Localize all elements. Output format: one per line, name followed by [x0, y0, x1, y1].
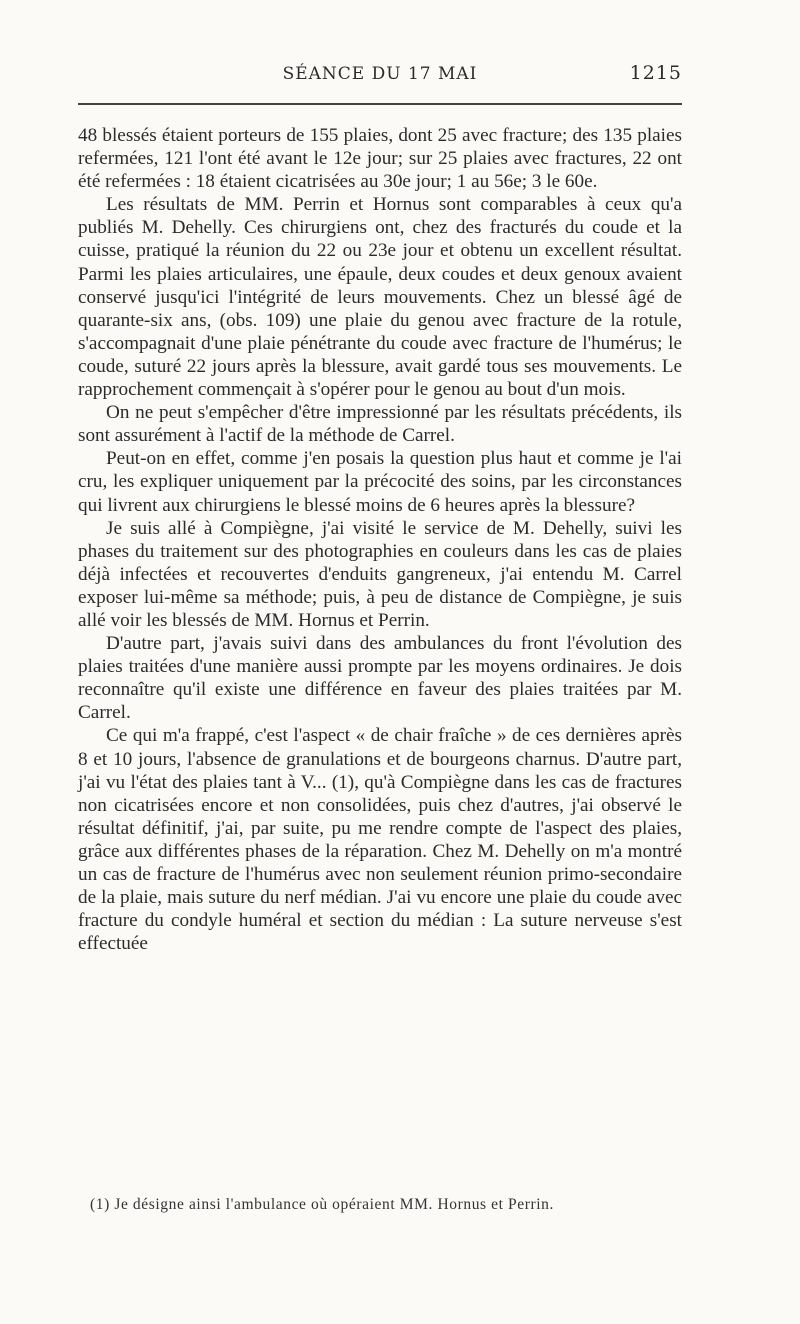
running-header — [78, 60, 682, 90]
header-rule — [78, 103, 682, 105]
page-number: 1215 — [629, 62, 682, 84]
paragraph: D'autre part, j'avais suivi dans des ambulances du front l'évolution des plaies traitées d'une manière aussi prompte par les moyens ordinaires. Je dois reconnaître qu'il existe une différence en faveur des plaies traitées par M. Carrel. — [78, 633, 682, 724]
header-title: SÉANCE DU 17 MAI — [282, 64, 478, 84]
footnote: (1) Je désigne ainsi l'ambulance où opéraient MM. Hornus et Perrin. — [90, 1196, 554, 1213]
body-text — [78, 124, 682, 955]
paragraph: 48 blessés étaient porteurs de 155 plaies, dont 25 avec fracture; des 135 plaies refermées, 121 l'ont été avant le 12e jour; sur 25 plaies avec fractures, 22 ont été refermées : 18 étaient cicatrisées au 30e jour; 1 au 56e; 3 le 60e. — [78, 125, 682, 193]
paragraph: On ne peut s'empêcher d'être impressionné par les résultats précédents, ils sont assurément à l'actif de la méthode de Carrel. — [78, 402, 682, 447]
paragraph: Les résultats de MM. Perrin et Hornus sont comparables à ceux qu'a publiés M. Dehelly. Ces chirurgiens ont, chez des fracturés du coude et la cuisse, pratiqué la réunion du 22 ou 23e jour et obtenu un excellent résultat. Parmi les plaies articulaires, une épaule, deux coudes et deux genoux avaient conservé jusqu'ici l'intégrité de leurs mouvements. Chez un blessé âgé de quarante-six ans, (obs. 109) une plaie du genou avec fracture de la rotule, s'accompagnait d'une plaie pénétrante du coude avec fracture de l'humérus; le coude, suturé 22 jours après la blessure, avait gardé tous ses mouvements. Le rapprochement commençait à s'opérer pour le genou au bout d'un mois. — [78, 194, 682, 401]
paragraph: Je suis allé à Compiègne, j'ai visité le service de M. Dehelly, suivi les phases du traitement sur des photographies en couleurs dans les cas de plaies déjà infectées et recouvertes d'enduits gangreneux, j'ai entendu M. Carrel exposer lui-même sa méthode; puis, à peu de distance de Compiègne, je suis allé voir les blessés de MM. Hornus et Perrin. — [78, 517, 682, 631]
paragraph: Ce qui m'a frappé, c'est l'aspect « de chair fraîche » de ces dernières après 8 et 10 jours, l'absence de granulations et de bourgeons charnus. D'autre part, j'ai vu l'état des plaies tant à V... (1), qu'à Compiègne dans les cas de fractures non cicatrisées encore et non consolidées, puis chez d'autres, j'ai observé le résultat définitif, j'ai, par suite, pu me rendre compte de l'aspect des plaies, grâce aux différentes phases de la réparation. Chez M. Dehelly on m'a montré un cas de fracture de l'humérus avec non seulement réunion primo-secondaire de la plaie, mais suture du nerf médian. J'ai vu encore une plaie du coude avec fracture du condyle huméral et section du médian : La suture nerveuse s'est effectuée — [78, 725, 682, 955]
paragraph: Peut-on en effet, comme j'en posais la question plus haut et comme je l'ai cru, les expliquer uniquement par la précocité des soins, par les circonstances qui livrent aux chirurgiens le blessé moins de 6 heures après la blessure? — [78, 448, 682, 516]
